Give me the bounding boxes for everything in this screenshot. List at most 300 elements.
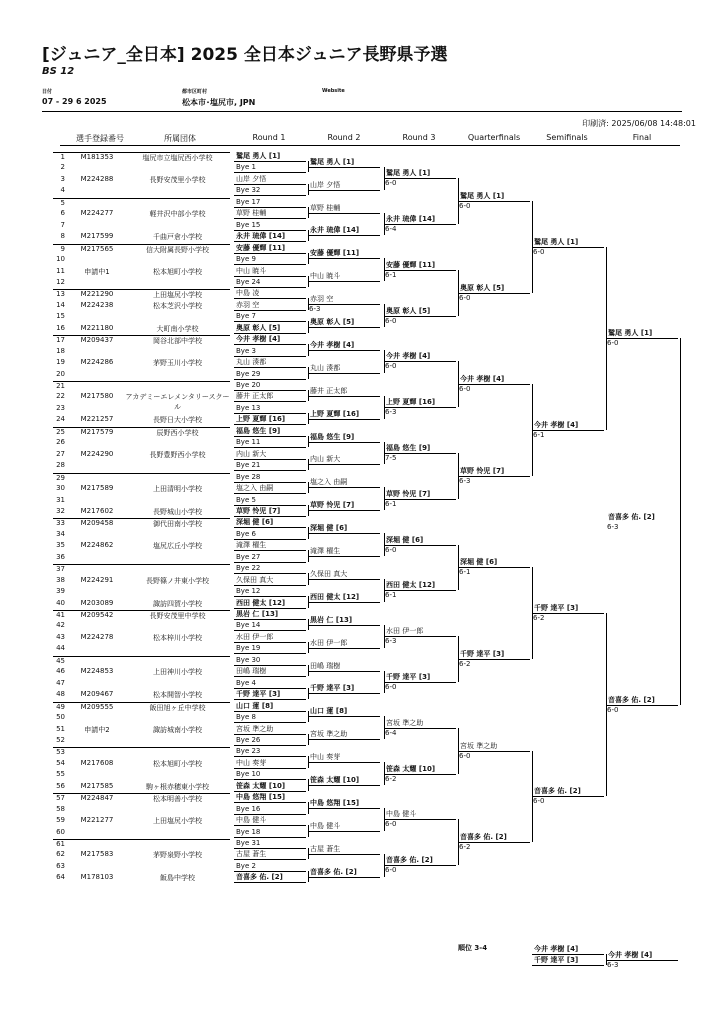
draw-row bbox=[53, 484, 230, 495]
match-score: 6-0 bbox=[459, 385, 471, 394]
bracket-line bbox=[308, 739, 380, 740]
match-score: 6-4 bbox=[385, 224, 397, 233]
draw-row bbox=[53, 255, 230, 266]
draw-position: 25 bbox=[56, 427, 65, 436]
header-divider bbox=[42, 111, 682, 112]
club-name: 茅野泉野小学校 bbox=[153, 851, 202, 860]
quarterfinal-entry[interactable]: 今井 孝樹 [4] bbox=[460, 375, 505, 384]
round1-entry[interactable]: 奥原 彰人 [5] bbox=[236, 323, 281, 332]
round1-entry[interactable]: 宮坂 準之助 bbox=[236, 724, 274, 733]
match-score: 6-2 bbox=[533, 614, 545, 623]
player-id: M224290 bbox=[80, 449, 114, 458]
round3-entry[interactable]: 奥原 彰人 [5] bbox=[386, 306, 431, 315]
round2-entry[interactable]: 草野 桂輔 bbox=[310, 203, 341, 212]
quarterfinal-entry[interactable]: 深堀 健 [6] bbox=[460, 558, 498, 567]
draw-position: 36 bbox=[56, 552, 65, 561]
player-id: 申請中2 bbox=[84, 725, 110, 734]
semifinal-entry[interactable]: 音喜多 佑. [2] bbox=[534, 787, 581, 796]
round3-entry[interactable]: 上野 夏輝 [16] bbox=[386, 398, 436, 407]
col-header-quarterfinals: Quarterfinals bbox=[467, 133, 521, 142]
player-id: M181353 bbox=[80, 153, 114, 161]
round1-entry[interactable]: 中島 健斗 bbox=[236, 816, 267, 825]
bracket-line bbox=[308, 396, 380, 397]
round1-entry[interactable]: 安藤 優輝 [11] bbox=[236, 243, 286, 252]
match-score: 6-4 bbox=[385, 728, 397, 737]
round3-entry[interactable]: 音喜多 佑. [2] bbox=[386, 856, 433, 865]
draw-row bbox=[53, 747, 230, 759]
draw-row bbox=[53, 805, 230, 816]
round1-entry[interactable]: Bye 23 bbox=[236, 747, 261, 756]
round1-entry[interactable]: Bye 21 bbox=[236, 461, 261, 470]
bracket-line bbox=[308, 258, 380, 259]
player-id: M224847 bbox=[80, 794, 114, 803]
round1-entry[interactable]: Bye 8 bbox=[236, 713, 256, 722]
round1-entry[interactable]: 黒岩 仁 [13] bbox=[236, 610, 279, 618]
player-id: M224278 bbox=[80, 632, 114, 641]
draw-position: 1 bbox=[60, 153, 65, 161]
round2-entry[interactable]: 音喜多 佑. [2] bbox=[310, 867, 357, 876]
round1-entry[interactable]: 深堀 健 [6] bbox=[236, 518, 274, 527]
draw-row bbox=[53, 725, 230, 736]
draw-position: 4 bbox=[60, 186, 65, 195]
draw-row bbox=[53, 278, 230, 289]
round1-entry[interactable]: 久保田 真大 bbox=[236, 575, 274, 584]
draw-row bbox=[53, 644, 230, 655]
quarterfinal-entry[interactable]: 千野 達平 [3] bbox=[460, 650, 505, 659]
club-name: 上田神川小学校 bbox=[153, 668, 202, 677]
round1-entry[interactable]: Bye 11 bbox=[236, 438, 261, 447]
round1-entry[interactable]: Bye 2 bbox=[236, 861, 256, 870]
draw-row bbox=[53, 209, 230, 220]
round2-entry[interactable]: 水田 伊一郎 bbox=[310, 638, 348, 647]
round1-entry[interactable]: 藤井 正太郎 bbox=[236, 392, 274, 401]
round1-entry[interactable]: 鷲尾 勇人 [1] bbox=[236, 152, 281, 160]
draw-row bbox=[53, 496, 230, 507]
round2-entry[interactable]: 福島 悠生 [9] bbox=[310, 432, 355, 441]
col-header-club: 所属団体 bbox=[164, 134, 196, 143]
round2-entry[interactable]: 鷲尾 勇人 [1] bbox=[310, 157, 355, 166]
bracket-line bbox=[308, 854, 380, 855]
draw-position: 5 bbox=[60, 198, 65, 207]
draw-row bbox=[53, 301, 230, 312]
round2-entry[interactable]: 草野 怜児 [7] bbox=[310, 501, 355, 510]
player-id: M217565 bbox=[80, 244, 114, 253]
round1-entry[interactable]: Bye 7 bbox=[236, 312, 256, 321]
match-score: 6-1 bbox=[533, 431, 545, 440]
bracket-line bbox=[308, 693, 380, 694]
draw-position: 47 bbox=[56, 678, 65, 687]
draw-row bbox=[53, 690, 230, 701]
bracket-line bbox=[308, 235, 380, 236]
third-place-winner[interactable]: 今井 孝樹 [4] bbox=[608, 950, 653, 959]
round1-entry[interactable]: Bye 30 bbox=[236, 655, 261, 664]
round2-entry[interactable]: 丸山 湊都 bbox=[310, 363, 341, 372]
round3-entry[interactable]: 西田 健太 [12] bbox=[386, 581, 436, 590]
round2-entry[interactable]: 笹森 太耀 [10] bbox=[310, 776, 360, 785]
player-id: M224862 bbox=[80, 541, 114, 550]
bracket-line bbox=[308, 533, 380, 534]
round3-entry[interactable]: 永井 琉偉 [14] bbox=[386, 214, 436, 223]
bracket-line bbox=[308, 442, 380, 443]
semifinal-entry[interactable]: 千野 達平 [3] bbox=[534, 604, 579, 613]
round3-entry[interactable]: 笹森 太耀 [10] bbox=[386, 764, 436, 773]
draw-position: 11 bbox=[56, 266, 65, 275]
draw-row bbox=[53, 289, 230, 301]
draw-row bbox=[53, 415, 230, 426]
draw-row bbox=[53, 587, 230, 598]
match-score: 6-1 bbox=[385, 270, 397, 279]
round1-entry[interactable]: Bye 18 bbox=[236, 827, 261, 836]
round1-entry[interactable]: Bye 13 bbox=[236, 403, 261, 412]
player-id: M224291 bbox=[80, 575, 114, 584]
champion-entry[interactable]: 音喜多 佑. [2] bbox=[608, 512, 655, 521]
club-name: アカデミーエレメンタリースクール bbox=[125, 393, 230, 412]
draw-row bbox=[53, 782, 230, 793]
draw-position: 44 bbox=[56, 644, 65, 653]
draw-row bbox=[53, 564, 230, 576]
date-value: 07 - 29 6 2025 bbox=[42, 97, 107, 106]
player-id: M217579 bbox=[80, 427, 114, 436]
printed-timestamp: 印刷済: 2025/06/08 14:48:01 bbox=[582, 119, 696, 128]
bracket-line bbox=[680, 338, 681, 704]
club-name: 長野城山小学校 bbox=[153, 507, 202, 516]
player-id: 申請中1 bbox=[84, 267, 110, 276]
player-id: M209542 bbox=[80, 611, 114, 619]
draw-position: 46 bbox=[56, 667, 65, 676]
draw-row bbox=[53, 518, 230, 530]
round2-entry[interactable]: 中山 奏芽 bbox=[310, 753, 341, 762]
round3-entry[interactable]: 深堀 健 [6] bbox=[386, 535, 424, 544]
round2-entry[interactable]: 深堀 健 [6] bbox=[310, 524, 348, 533]
draw-position: 8 bbox=[60, 232, 65, 241]
round3-entry[interactable]: 中島 健斗 bbox=[386, 810, 417, 819]
draw-row bbox=[53, 244, 230, 256]
draw-row bbox=[53, 267, 230, 278]
draw-row bbox=[53, 679, 230, 690]
round3-entry[interactable]: 千野 達平 [3] bbox=[386, 672, 431, 681]
quarterfinal-entry[interactable]: 宮坂 準之助 bbox=[460, 741, 498, 750]
final-entry[interactable]: 鷲尾 勇人 [1] bbox=[608, 329, 653, 338]
draw-row bbox=[53, 473, 230, 485]
draw-row bbox=[53, 198, 230, 210]
match-score: 6-0 bbox=[607, 339, 619, 348]
round3-entry[interactable]: 安藤 優輝 [11] bbox=[386, 260, 436, 269]
bracket-line bbox=[308, 877, 380, 878]
match-score: 6-3 bbox=[459, 476, 471, 485]
round1-entry[interactable]: 山岸 夕悟 bbox=[236, 174, 267, 183]
draw-row bbox=[53, 850, 230, 861]
draw-position: 35 bbox=[56, 541, 65, 550]
semifinal-entry[interactable]: 今井 孝樹 [4] bbox=[534, 421, 579, 430]
player-id: M217583 bbox=[80, 850, 114, 859]
player-id: M221277 bbox=[80, 816, 114, 825]
match-score: 6-3 bbox=[385, 408, 397, 417]
round2-entry[interactable]: 古屋 蒼生 bbox=[310, 844, 341, 853]
round1-entry[interactable]: 上野 夏輝 [16] bbox=[236, 415, 286, 424]
match-score: 6-3 bbox=[607, 522, 619, 531]
round2-entry[interactable]: 千野 達平 [3] bbox=[310, 684, 355, 693]
draw-position: 54 bbox=[56, 758, 65, 767]
round2-entry[interactable]: 中島 健斗 bbox=[310, 821, 341, 830]
club-name: 長野篠ノ井東小学校 bbox=[146, 576, 209, 585]
draw-position: 9 bbox=[60, 244, 65, 253]
draw-position: 49 bbox=[56, 702, 65, 711]
draw-row bbox=[53, 599, 230, 610]
round3-entry[interactable]: 草野 怜児 [7] bbox=[386, 489, 431, 498]
draw-row bbox=[53, 576, 230, 587]
round1-entry[interactable]: Bye 22 bbox=[236, 564, 261, 573]
date-label: 日付 bbox=[42, 89, 53, 95]
round1-entry[interactable]: Bye 15 bbox=[236, 220, 261, 229]
round1-entry[interactable]: 水田 伊一郎 bbox=[236, 632, 274, 641]
draw-row bbox=[53, 461, 230, 472]
draw-row bbox=[53, 862, 230, 873]
draw-position: 48 bbox=[56, 690, 65, 699]
club-name: 諏訪城南小学校 bbox=[153, 725, 202, 734]
round1-entry[interactable]: 塩之入 由嗣 bbox=[236, 484, 274, 493]
round1-entry[interactable]: Bye 3 bbox=[236, 346, 256, 355]
round1-entry[interactable]: 笹森 太耀 [10] bbox=[236, 781, 286, 790]
draw-position: 32 bbox=[56, 506, 65, 515]
club-name: 上田塩尻小学校 bbox=[153, 817, 202, 826]
player-id: M217599 bbox=[80, 232, 114, 241]
draw-position: 3 bbox=[60, 174, 65, 183]
round3-entry[interactable]: 今井 孝樹 [4] bbox=[386, 352, 431, 361]
draw-position: 16 bbox=[56, 323, 65, 332]
bracket-line bbox=[308, 671, 380, 672]
third-place-entry[interactable]: 今井 孝樹 [4] bbox=[534, 945, 579, 953]
final-entry[interactable]: 音喜多 佑. [2] bbox=[608, 695, 655, 704]
round2-entry[interactable]: 塩之入 由嗣 bbox=[310, 478, 348, 487]
round2-entry[interactable]: 黒岩 仁 [13] bbox=[310, 615, 353, 624]
draw-position: 41 bbox=[56, 611, 65, 619]
bracket-line bbox=[308, 648, 380, 649]
round1-entry[interactable]: 福島 悠生 [9] bbox=[236, 426, 281, 435]
player-id: M178103 bbox=[80, 873, 114, 882]
club-name: 松本芝沢小学校 bbox=[153, 301, 202, 310]
bracket-line bbox=[308, 510, 380, 511]
round1-entry[interactable]: 草野 怜児 [7] bbox=[236, 506, 281, 515]
round1-entry[interactable]: Bye 12 bbox=[236, 587, 261, 596]
match-score: 6-0 bbox=[533, 247, 545, 256]
draw-position: 13 bbox=[56, 290, 65, 299]
player-id: M209555 bbox=[80, 702, 114, 711]
match-score: 6-0 bbox=[459, 751, 471, 760]
draw-row bbox=[53, 232, 230, 243]
round2-entry[interactable]: 上野 夏輝 [16] bbox=[310, 409, 360, 418]
draw-row bbox=[53, 759, 230, 770]
round2-entry[interactable]: 赤羽 空 bbox=[310, 295, 334, 304]
round1-entry[interactable]: Bye 29 bbox=[236, 369, 261, 378]
round1-entry[interactable]: Bye 1 bbox=[236, 163, 256, 172]
draw-row bbox=[53, 553, 230, 564]
third-place-entry[interactable]: 千野 達平 [3] bbox=[534, 956, 579, 964]
quarterfinal-entry[interactable]: 草野 怜児 [7] bbox=[460, 466, 505, 475]
round1-entry[interactable]: 永井 琉偉 [14] bbox=[236, 232, 286, 241]
round1-entry[interactable]: Bye 16 bbox=[236, 804, 261, 813]
player-id: M224853 bbox=[80, 667, 114, 676]
website-label: Website bbox=[322, 88, 345, 94]
draw-position: 55 bbox=[56, 770, 65, 779]
match-score: 6-1 bbox=[459, 568, 471, 577]
round2-entry[interactable]: 永井 琉偉 [14] bbox=[310, 226, 360, 235]
round1-entry[interactable]: Bye 32 bbox=[236, 186, 261, 195]
round2-entry[interactable]: 藤井 正太郎 bbox=[310, 386, 348, 395]
draw-row bbox=[53, 793, 230, 805]
bracket-line bbox=[308, 785, 380, 786]
match-score: 7-5 bbox=[385, 453, 397, 462]
round2-entry[interactable]: 今井 孝樹 [4] bbox=[310, 340, 355, 349]
round2-entry[interactable]: 山口 蓮 [8] bbox=[310, 707, 348, 716]
club-name: 松本開智小学校 bbox=[153, 691, 202, 700]
round1-entry[interactable]: Bye 27 bbox=[236, 552, 261, 561]
draw-row bbox=[53, 324, 230, 335]
bracket-line bbox=[308, 190, 380, 191]
club-name: 飯島中学校 bbox=[160, 874, 195, 883]
event-code: BS 12 bbox=[42, 66, 75, 77]
club-name: 岡谷北部中学校 bbox=[153, 337, 202, 346]
round1-entry[interactable]: 滝澤 櫂生 bbox=[236, 541, 267, 550]
round2-entry[interactable]: 山岸 夕悟 bbox=[310, 180, 341, 189]
round1-entry[interactable]: Bye 17 bbox=[236, 197, 261, 206]
round2-entry[interactable]: 奥原 彰人 [5] bbox=[310, 318, 355, 327]
round1-entry[interactable]: Bye 24 bbox=[236, 277, 261, 286]
bracket-line bbox=[308, 831, 380, 832]
draw-position: 23 bbox=[56, 403, 65, 412]
draw-position: 61 bbox=[56, 840, 65, 848]
draw-position: 14 bbox=[56, 300, 65, 309]
round1-entry[interactable]: Bye 6 bbox=[236, 529, 256, 538]
round1-entry[interactable]: Bye 28 bbox=[236, 472, 261, 481]
round1-entry[interactable]: 中山 奏芽 bbox=[236, 758, 267, 767]
round1-entry[interactable]: 赤羽 空 bbox=[236, 300, 260, 309]
round2-entry[interactable]: 田嶋 瑞樹 bbox=[310, 661, 341, 670]
match-score: 6-3 bbox=[309, 305, 321, 314]
club-name: 茅野玉川小学校 bbox=[153, 359, 202, 368]
round1-entry[interactable]: 古屋 蒼生 bbox=[236, 850, 267, 859]
bracket-line bbox=[532, 965, 604, 966]
round2-entry[interactable]: 滝澤 櫂生 bbox=[310, 547, 341, 556]
draw-row bbox=[53, 621, 230, 632]
draw-row bbox=[53, 610, 230, 622]
bracket-line bbox=[308, 487, 380, 488]
semifinal-entry[interactable]: 鷲尾 勇人 [1] bbox=[534, 237, 579, 246]
draw-position: 43 bbox=[56, 632, 65, 641]
round1-entry[interactable]: Bye 10 bbox=[236, 770, 261, 779]
round1-entry[interactable]: Bye 20 bbox=[236, 381, 261, 389]
third-place-label: 順位 3-4 bbox=[458, 944, 488, 952]
round1-entry[interactable]: Bye 26 bbox=[236, 735, 261, 744]
round2-entry[interactable]: 内山 新大 bbox=[310, 455, 341, 464]
draw-position: 24 bbox=[56, 415, 65, 424]
player-id: M209467 bbox=[80, 690, 114, 699]
round1-entry[interactable]: 草野 桂輔 bbox=[236, 209, 267, 218]
bracket-line bbox=[308, 602, 380, 603]
round1-entry[interactable]: 山口 蓮 [8] bbox=[236, 701, 274, 710]
round3-entry[interactable]: 福島 悠生 [9] bbox=[386, 443, 431, 452]
match-score: 6-2 bbox=[459, 843, 471, 852]
round1-entry[interactable]: 丸山 湊都 bbox=[236, 358, 267, 367]
draw-row bbox=[53, 186, 230, 197]
bracket-line bbox=[308, 579, 380, 580]
round1-entry[interactable]: 内山 新大 bbox=[236, 449, 267, 458]
draw-row bbox=[53, 828, 230, 839]
draw-position: 50 bbox=[56, 713, 65, 722]
match-score: 6-0 bbox=[385, 316, 397, 325]
draw-row bbox=[53, 427, 230, 439]
match-score: 6-0 bbox=[385, 820, 397, 829]
draw-row bbox=[53, 839, 230, 851]
club-name: 信大附属長野小学校 bbox=[146, 245, 209, 254]
round1-entry[interactable]: Bye 9 bbox=[236, 255, 256, 264]
round2-entry[interactable]: 中島 悠翔 [15] bbox=[310, 798, 360, 807]
draw-position: 7 bbox=[60, 220, 65, 229]
round3-entry[interactable]: 水田 伊一郎 bbox=[386, 627, 424, 636]
bracket-line bbox=[308, 350, 380, 351]
draw-position: 22 bbox=[56, 392, 65, 401]
round1-entry[interactable]: Bye 19 bbox=[236, 644, 261, 653]
round1-entry[interactable]: 中島 悠翔 [15] bbox=[236, 793, 286, 802]
round2-entry[interactable]: 安藤 優輝 [11] bbox=[310, 249, 360, 258]
draw-position: 63 bbox=[56, 861, 65, 870]
club-name: 塩尻市立塩尻西小学校 bbox=[142, 154, 213, 162]
club-name: 千曲戸倉小学校 bbox=[153, 233, 202, 242]
match-score: 6-0 bbox=[607, 705, 619, 714]
draw-row bbox=[53, 530, 230, 541]
round2-entry[interactable]: 西田 健太 [12] bbox=[310, 592, 360, 601]
quarterfinal-entry[interactable]: 音喜多 佑. [2] bbox=[460, 833, 507, 842]
draw-row bbox=[53, 667, 230, 678]
round3-entry[interactable]: 鷲尾 勇人 [1] bbox=[386, 169, 431, 178]
round1-entry[interactable]: 田嶋 瑞樹 bbox=[236, 667, 267, 676]
round1-entry[interactable]: 今井 孝樹 [4] bbox=[236, 335, 281, 344]
bracket-line bbox=[308, 281, 380, 282]
match-score: 6-1 bbox=[385, 591, 397, 600]
quarterfinal-entry[interactable]: 鷲尾 勇人 [1] bbox=[460, 192, 505, 201]
draw-position: 31 bbox=[56, 495, 65, 504]
draw-position: 33 bbox=[56, 519, 65, 528]
round3-entry[interactable]: 宮坂 準之助 bbox=[386, 718, 424, 727]
quarterfinal-entry[interactable]: 奥原 彰人 [5] bbox=[460, 283, 505, 292]
round2-entry[interactable]: 中山 暁斗 bbox=[310, 272, 341, 281]
draw-row bbox=[53, 873, 230, 884]
club-name: 飯田旭ヶ丘中学校 bbox=[149, 703, 206, 712]
player-id: M221257 bbox=[80, 415, 114, 424]
draw-row bbox=[53, 358, 230, 369]
round1-entry[interactable]: Bye 4 bbox=[236, 678, 256, 687]
round1-entry[interactable]: 中島 凌 bbox=[236, 289, 260, 298]
round1-entry[interactable]: Bye 31 bbox=[236, 839, 261, 847]
club-name: 上田清明小学校 bbox=[153, 485, 202, 494]
draw-row bbox=[53, 702, 230, 714]
draw-position: 45 bbox=[56, 656, 65, 665]
round2-entry[interactable]: 宮坂 準之助 bbox=[310, 730, 348, 739]
match-score: 6-0 bbox=[385, 866, 397, 875]
draw-row bbox=[53, 633, 230, 644]
bracket-line bbox=[308, 419, 380, 420]
round1-entry[interactable]: 西田 健太 [12] bbox=[236, 598, 286, 607]
round1-entry[interactable]: 音喜多 佑. [2] bbox=[236, 873, 283, 882]
round1-entry[interactable]: 中山 暁斗 bbox=[236, 266, 267, 275]
city-value: 松本市･塩尻市, JPN bbox=[182, 98, 256, 107]
club-name: 大町南小学校 bbox=[156, 324, 199, 333]
round1-entry[interactable]: Bye 14 bbox=[236, 621, 261, 630]
round1-entry[interactable]: 千野 達平 [3] bbox=[236, 690, 281, 699]
player-id: M209458 bbox=[80, 519, 114, 528]
round2-entry[interactable]: 久保田 真大 bbox=[310, 569, 348, 578]
club-name: 長野安茂里中学校 bbox=[149, 612, 206, 620]
round1-entry[interactable]: Bye 5 bbox=[236, 495, 256, 504]
